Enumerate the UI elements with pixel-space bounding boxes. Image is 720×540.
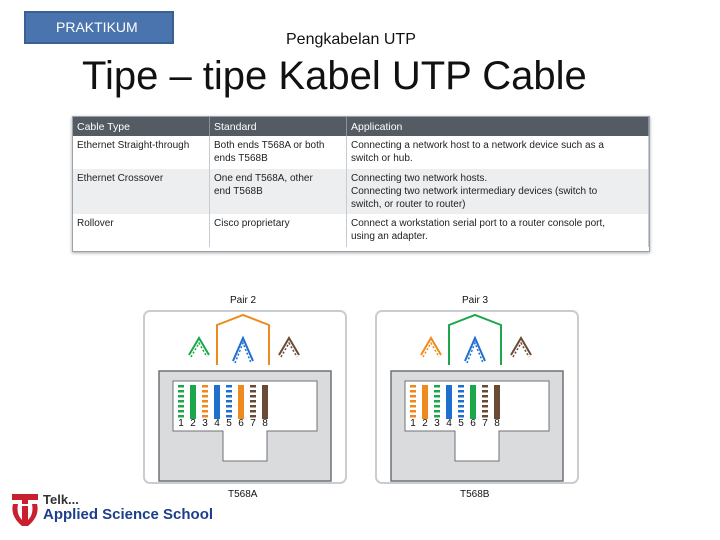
pin-number-8: 8	[262, 418, 268, 429]
wire-5	[226, 385, 232, 419]
pin-number-2: 2	[422, 418, 428, 429]
wire-2	[422, 385, 428, 419]
pin-number-8: 8	[494, 418, 500, 429]
table-header-row	[73, 117, 649, 136]
wire-4	[214, 385, 220, 419]
pin-number-2: 2	[190, 418, 196, 429]
wire-3	[202, 385, 208, 419]
top-pair-label-a: Pair 2	[230, 295, 257, 306]
cell-line: ends T568B	[214, 153, 268, 164]
table-row	[73, 169, 649, 214]
cell-standard	[210, 169, 347, 214]
wire-1	[178, 385, 184, 419]
cell-application	[347, 214, 649, 247]
header-cable-type: Cable Type	[73, 117, 210, 136]
pin-number-3: 3	[202, 418, 208, 429]
page-subtitle: Pengkabelan UTP	[286, 31, 416, 48]
wire-4	[446, 385, 452, 419]
cable-type-table	[72, 116, 650, 252]
praktikum-badge: PRAKTIKUM	[24, 11, 174, 44]
wire-6	[238, 385, 244, 419]
pin-number-4: 4	[446, 418, 452, 429]
pin-number-6: 6	[238, 418, 244, 429]
cell-line: end T568B	[214, 186, 263, 197]
telkom-logo-icon	[10, 490, 40, 530]
logo-brand-text: Telk...	[43, 492, 79, 507]
cell-line: switch, or router to router)	[351, 199, 466, 210]
wire-5	[458, 385, 464, 419]
pin-number-7: 7	[250, 418, 256, 429]
cell-standard	[210, 214, 347, 247]
cell-cable-type: Ethernet Crossover	[73, 169, 210, 214]
wire-8	[262, 385, 268, 419]
standard-label-t568a: T568A	[228, 489, 258, 500]
cell-line: using an adapter.	[351, 231, 428, 242]
header-standard: Standard	[210, 117, 347, 136]
wire-1	[410, 385, 416, 419]
wire-8	[494, 385, 500, 419]
pin-number-3: 3	[434, 418, 440, 429]
cell-line: Connecting two network hosts.	[351, 173, 488, 184]
cell-application	[347, 136, 649, 169]
cell-standard	[210, 136, 347, 169]
wire-7	[482, 385, 488, 419]
wire-7	[250, 385, 256, 419]
pin-number-7: 7	[482, 418, 488, 429]
cell-line: Connecting a network host to a network device such as a	[351, 140, 604, 151]
wire-6	[470, 385, 476, 419]
cell-application	[347, 169, 649, 214]
wire-3	[434, 385, 440, 419]
pin-number-5: 5	[458, 418, 464, 429]
cell-line: One end T568A, other	[214, 173, 313, 184]
wire-2	[190, 385, 196, 419]
rj45-diagram-t568b	[375, 305, 579, 485]
cell-line: Both ends T568A or both	[214, 140, 325, 151]
table-row	[73, 136, 649, 169]
header-application: Application	[347, 117, 649, 136]
cell-cable-type: Rollover	[73, 214, 210, 247]
top-pair-label-b: Pair 3	[462, 295, 489, 306]
cell-line: Connect a workstation serial port to a router console port,	[351, 218, 606, 229]
table-row	[73, 214, 649, 247]
pin-number-1: 1	[410, 418, 416, 429]
rj45-diagram-t568a	[143, 305, 347, 485]
pin-number-1: 1	[178, 418, 184, 429]
page-title: Tipe – tipe Kabel UTP Cable	[82, 54, 587, 98]
cell-line: switch or hub.	[351, 153, 413, 164]
pin-number-4: 4	[214, 418, 220, 429]
pin-number-5: 5	[226, 418, 232, 429]
logo-school-text: Applied Science School	[43, 506, 214, 523]
cell-cable-type: Ethernet Straight-through	[73, 136, 210, 169]
standard-label-t568b: T568B	[460, 489, 490, 500]
cell-line: Connecting two network intermediary devices (switch to	[351, 186, 598, 197]
cell-line: Cisco proprietary	[214, 218, 290, 229]
pin-number-6: 6	[470, 418, 476, 429]
